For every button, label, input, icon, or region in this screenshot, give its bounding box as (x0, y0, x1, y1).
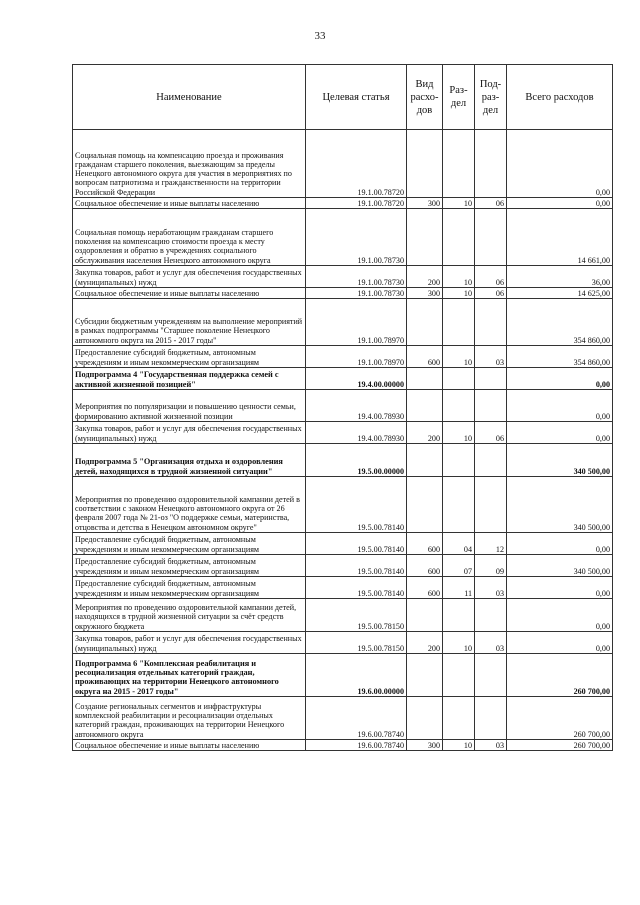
row-code-cell: 19.1.00.78720 (306, 130, 407, 198)
row-vid-cell (407, 697, 443, 740)
row-podrazdel-cell: 06 (475, 266, 507, 288)
row-podrazdel-cell: 06 (475, 422, 507, 444)
row-code-cell: 19.5.00.78140 (306, 533, 407, 555)
row-podrazdel-cell (475, 697, 507, 740)
row-razdel-cell: 04 (443, 533, 475, 555)
row-vid-cell: 600 (407, 555, 443, 577)
row-razdel-cell (443, 390, 475, 422)
row-code-cell: 19.1.00.78730 (306, 266, 407, 288)
row-total-cell: 14 661,00 (507, 209, 613, 266)
row-razdel-cell: 10 (443, 346, 475, 368)
table-header-row (73, 65, 613, 130)
row-code-cell: 19.5.00.78140 (306, 577, 407, 599)
row-code-cell: 19.5.00.78140 (306, 477, 407, 533)
row-razdel-cell (443, 599, 475, 632)
row-vid-cell (407, 477, 443, 533)
row-name-cell: Мероприятия по проведению оздоровительной кампании детей, находящихся в трудной жизненной ситуации за счёт средств окружного бюджета (73, 599, 306, 632)
budget-table (72, 64, 613, 751)
row-code-cell: 19.1.00.78730 (306, 288, 407, 299)
row-vid-cell (407, 299, 443, 346)
table-row (73, 697, 613, 740)
row-vid-cell (407, 599, 443, 632)
table-row (73, 477, 613, 533)
table-row (73, 198, 613, 209)
row-name-cell: Закупка товаров, работ и услуг для обеспечения государственных (муниципальных) нужд (73, 632, 306, 654)
row-name-cell: Социальное обеспечение и иные выплаты населению (73, 198, 306, 209)
row-razdel-cell (443, 697, 475, 740)
row-name-cell: Закупка товаров, работ и услуг для обеспечения государственных (муниципальных) нужд (73, 422, 306, 444)
row-podrazdel-cell: 12 (475, 533, 507, 555)
row-podrazdel-cell: 06 (475, 288, 507, 299)
page-number: 33 (314, 30, 326, 42)
row-name-cell: Предоставление субсидий бюджетным, автономным учреждениям и иным некоммерческим организациям (73, 555, 306, 577)
row-total-cell: 0,00 (507, 577, 613, 599)
header-podrazdel: Под-раз-дел (475, 65, 507, 130)
row-code-cell: 19.1.00.78970 (306, 346, 407, 368)
row-podrazdel-cell: 03 (475, 740, 507, 751)
row-razdel-cell: 10 (443, 422, 475, 444)
row-total-cell: 260 700,00 (507, 740, 613, 751)
header-vid: Вид расхо-дов (407, 65, 443, 130)
row-total-cell: 0,00 (507, 599, 613, 632)
row-total-cell: 0,00 (507, 198, 613, 209)
row-vid-cell (407, 368, 443, 390)
row-vid-cell: 200 (407, 632, 443, 654)
table-row (73, 577, 613, 599)
row-razdel-cell (443, 209, 475, 266)
table-row (73, 266, 613, 288)
row-podrazdel-cell: 03 (475, 632, 507, 654)
row-vid-cell: 200 (407, 422, 443, 444)
row-name-cell: Подпрограмма 4 "Государственная поддержка семей с активной жизненной позицией" (73, 368, 306, 390)
row-razdel-cell (443, 477, 475, 533)
row-total-cell: 0,00 (507, 632, 613, 654)
table-row (73, 740, 613, 751)
table-row (73, 422, 613, 444)
row-podrazdel-cell: 03 (475, 346, 507, 368)
row-vid-cell: 600 (407, 533, 443, 555)
row-vid-cell: 600 (407, 346, 443, 368)
row-podrazdel-cell: 09 (475, 555, 507, 577)
row-code-cell: 19.4.00.78930 (306, 390, 407, 422)
row-vid-cell (407, 130, 443, 198)
row-vid-cell: 300 (407, 288, 443, 299)
row-podrazdel-cell (475, 368, 507, 390)
row-total-cell: 0,00 (507, 368, 613, 390)
row-podrazdel-cell (475, 599, 507, 632)
header-code: Целевая статья (306, 65, 407, 130)
row-name-cell: Предоставление субсидий бюджетным, автономным учреждениям и иным некоммерческим организациям (73, 346, 306, 368)
row-name-cell: Социальная помощь неработающим гражданам старшего поколения на компенсацию стоимости проезда к месту оздоровления и обратно в учреждениях социального обслуживания населения Ненецкого автономного округа (73, 209, 306, 266)
row-razdel-cell: 11 (443, 577, 475, 599)
row-razdel-cell (443, 444, 475, 477)
row-name-cell: Подпрограмма 6 "Комплексная реабилитация и ресоциализация отдельных категорий граждан, проживающих на территории Ненецкого автономного округа на 2015 - 2017 годы" (73, 654, 306, 697)
table-row (73, 130, 613, 198)
row-podrazdel-cell (475, 444, 507, 477)
row-razdel-cell: 10 (443, 198, 475, 209)
row-total-cell: 354 860,00 (507, 299, 613, 346)
table-row (73, 632, 613, 654)
row-total-cell: 0,00 (507, 533, 613, 555)
row-code-cell: 19.1.00.78730 (306, 209, 407, 266)
row-code-cell: 19.6.00.78740 (306, 697, 407, 740)
row-razdel-cell (443, 299, 475, 346)
row-code-cell: 19.5.00.78150 (306, 632, 407, 654)
row-name-cell: Предоставление субсидий бюджетным, автономным учреждениям и иным некоммерческим организациям (73, 533, 306, 555)
row-podrazdel-cell (475, 299, 507, 346)
row-code-cell: 19.5.00.00000 (306, 444, 407, 477)
row-vid-cell: 300 (407, 198, 443, 209)
row-podrazdel-cell: 03 (475, 577, 507, 599)
row-name-cell: Социальное обеспечение и иные выплаты населению (73, 288, 306, 299)
row-name-cell: Субсидии бюджетным учреждениям на выполнение мероприятий в рамках подпрограммы "Старшее поколение Ненецкого автономного округа на 2015 - 2017 годы" (73, 299, 306, 346)
row-code-cell: 19.4.00.00000 (306, 368, 407, 390)
row-razdel-cell: 07 (443, 555, 475, 577)
row-code-cell: 19.1.00.78720 (306, 198, 407, 209)
table-row (73, 555, 613, 577)
row-name-cell: Социальное обеспечение и иные выплаты населению (73, 740, 306, 751)
row-total-cell: 340 500,00 (507, 555, 613, 577)
row-vid-cell: 600 (407, 577, 443, 599)
row-name-cell: Закупка товаров, работ и услуг для обеспечения государственных (муниципальных) нужд (73, 266, 306, 288)
row-podrazdel-cell (475, 130, 507, 198)
row-vid-cell (407, 390, 443, 422)
row-name-cell: Подпрограмма 5 "Организация отдыха и оздоровления детей, находящихся в трудной жизненной ситуации" (73, 444, 306, 477)
row-code-cell: 19.5.00.78140 (306, 555, 407, 577)
row-razdel-cell: 10 (443, 632, 475, 654)
table-row (73, 390, 613, 422)
row-name-cell: Создание региональных сегментов и инфраструктуры комплексной реабилитации и ресоциализации отдельных категорий граждан, проживающих на территории Ненецкого автономного округа (73, 697, 306, 740)
table-row (73, 209, 613, 266)
row-total-cell: 260 700,00 (507, 654, 613, 697)
table-row (73, 654, 613, 697)
row-code-cell: 19.5.00.78150 (306, 599, 407, 632)
row-vid-cell (407, 654, 443, 697)
table-row (73, 599, 613, 632)
table-row (73, 444, 613, 477)
row-name-cell: Мероприятия по проведению оздоровительной кампании детей в соответствии с законом Ненецкого автономного округа от 26 февраля 2007 года № 21-оз "О поддержке семьи, материнства, отцовства и детства в Ненецком автономном округе" (73, 477, 306, 533)
row-total-cell: 354 860,00 (507, 346, 613, 368)
row-podrazdel-cell (475, 209, 507, 266)
row-razdel-cell: 10 (443, 266, 475, 288)
row-vid-cell (407, 209, 443, 266)
row-total-cell: 340 500,00 (507, 444, 613, 477)
row-razdel-cell (443, 130, 475, 198)
row-podrazdel-cell: 06 (475, 198, 507, 209)
row-total-cell: 36,00 (507, 266, 613, 288)
row-name-cell: Мероприятия по популяризации и повышению ценности семьи, формированию активной жизненной позиции (73, 390, 306, 422)
row-vid-cell: 200 (407, 266, 443, 288)
row-podrazdel-cell (475, 654, 507, 697)
table-row (73, 346, 613, 368)
table-row (73, 288, 613, 299)
row-total-cell: 0,00 (507, 130, 613, 198)
row-vid-cell: 300 (407, 740, 443, 751)
row-total-cell: 260 700,00 (507, 697, 613, 740)
row-razdel-cell (443, 654, 475, 697)
row-code-cell: 19.4.00.78930 (306, 422, 407, 444)
table-row (73, 533, 613, 555)
row-name-cell: Предоставление субсидий бюджетным, автономным учреждениям и иным некоммерческим организациям (73, 577, 306, 599)
row-total-cell: 0,00 (507, 422, 613, 444)
row-podrazdel-cell (475, 477, 507, 533)
table-row (73, 368, 613, 390)
row-vid-cell (407, 444, 443, 477)
row-razdel-cell: 10 (443, 740, 475, 751)
header-name: Наименование (73, 65, 306, 130)
row-code-cell: 19.1.00.78970 (306, 299, 407, 346)
row-code-cell: 19.6.00.78740 (306, 740, 407, 751)
row-razdel-cell: 10 (443, 288, 475, 299)
row-razdel-cell (443, 368, 475, 390)
row-total-cell: 14 625,00 (507, 288, 613, 299)
row-code-cell: 19.6.00.00000 (306, 654, 407, 697)
header-razdel: Раз-дел (443, 65, 475, 130)
table-row (73, 299, 613, 346)
header-total: Всего расходов (507, 65, 613, 130)
row-total-cell: 0,00 (507, 390, 613, 422)
row-total-cell: 340 500,00 (507, 477, 613, 533)
row-podrazdel-cell (475, 390, 507, 422)
row-name-cell: Социальная помощь на компенсацию проезда и проживания гражданам старшего поколения, выезжающим за пределы Ненецкого автономного округа для участия в мероприятиях по вопросам патриотизма и гражданственности на территории Российской Федерации (73, 130, 306, 198)
